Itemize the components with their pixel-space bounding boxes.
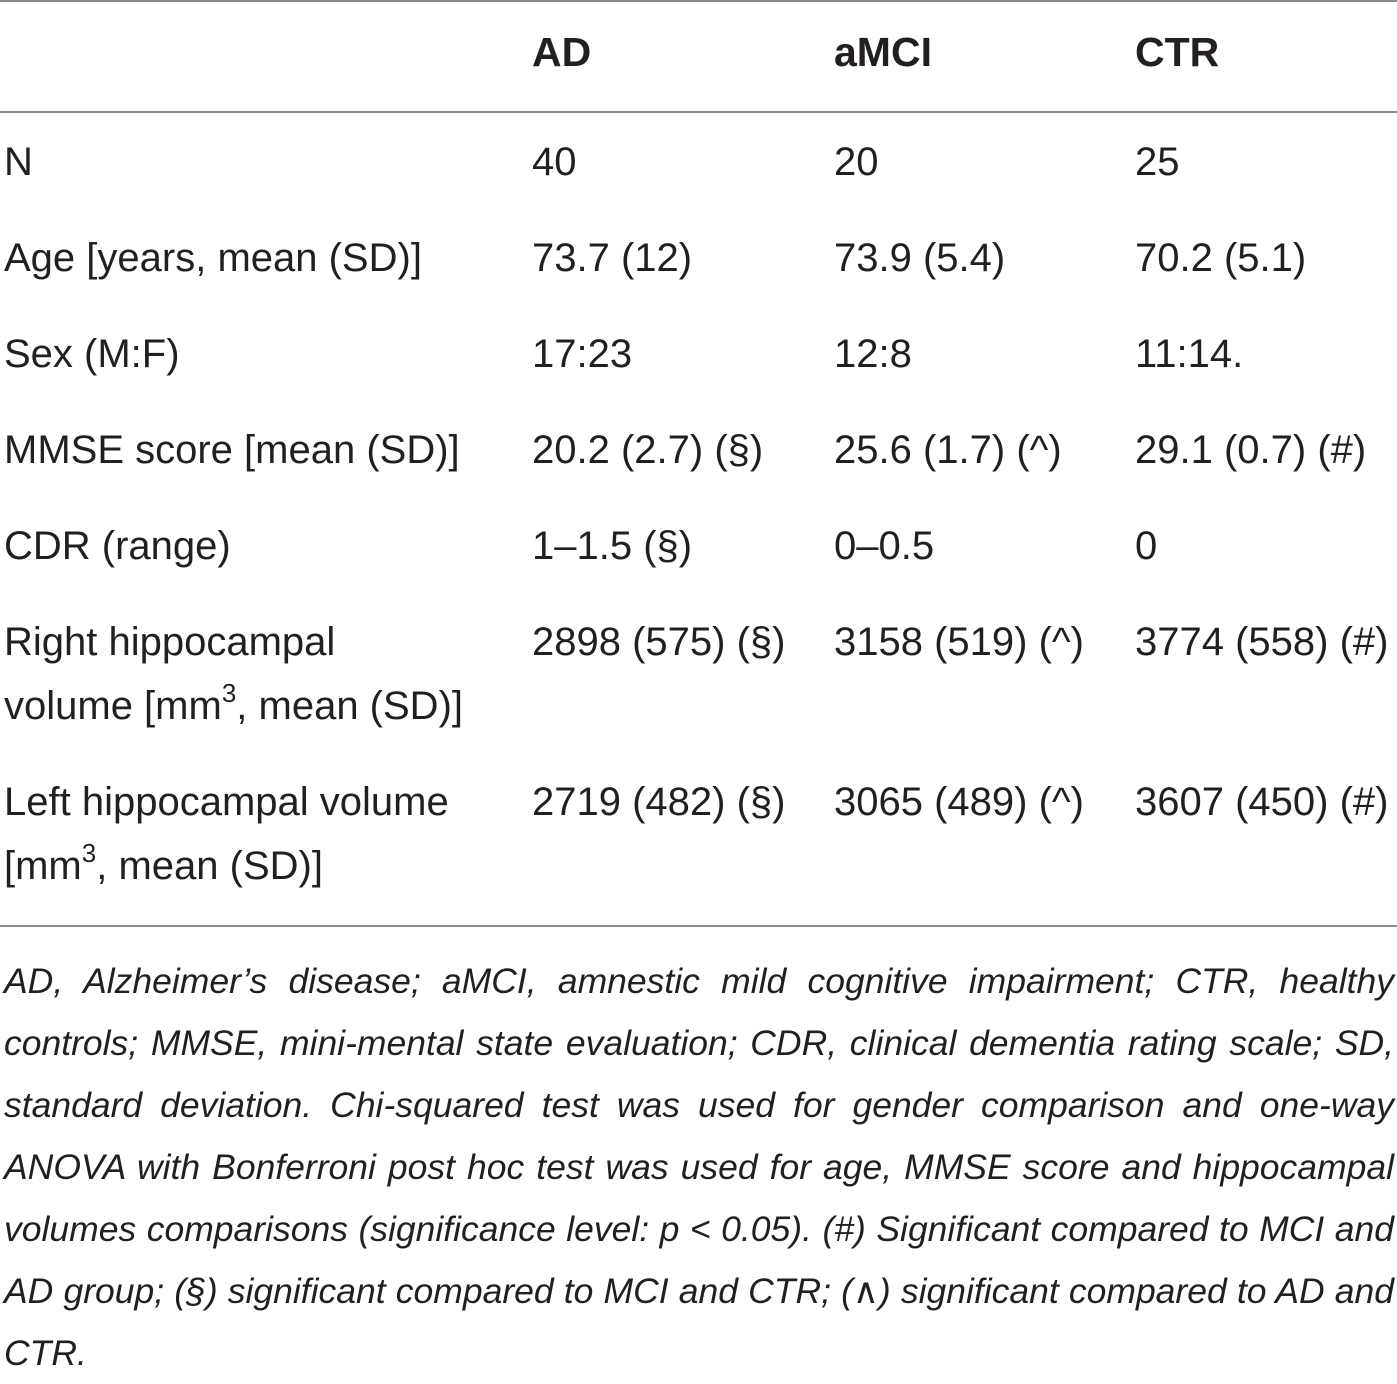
label-text: volume [mm: [4, 684, 222, 728]
cell-mmse-ad: 20.2 (2.7) (§): [532, 428, 764, 472]
cell-n-ctr: 25: [1135, 140, 1180, 184]
cell-right-hippocampal-ctr: 3774 (558) (#): [1135, 620, 1389, 664]
cell-left-hippocampal-ctr: 3607 (450) (#): [1135, 780, 1389, 824]
superscript: 3: [81, 838, 97, 868]
cell-age-ctr: 70.2 (5.1): [1135, 236, 1307, 280]
cell-left-hippocampal-amci: 3065 (489) (^): [834, 780, 1084, 824]
table-footnote: AD, Alzheimer’s disease; aMCI, amnestic mild cognitive impairment; CTR, healthy controls; MMSE, mini-mental state evaluation; CDR, clinical dementia rating scale; SD, standard deviation. Chi-squared test was used for gender comparison and one-way ANOVA with Bonferroni post hoc test was used for age, MMSE score and hippocampal volumes comparisons (significance level: p < 0.05). (#) Significant compared to MCI and AD group; (§) significant compared to MCI and CTR; (∧) significant compared to AD and CTR.: [4, 961, 1394, 1373]
header-rule: [0, 111, 1397, 113]
row-label-left-hippocampal-line2: [4, 834, 323, 898]
label-text: , mean (SD)]: [236, 684, 463, 728]
cell-sex-ad: 17:23: [532, 332, 633, 376]
cell-age-amci: 73.9 (5.4): [834, 236, 1006, 280]
cell-sex-amci: 12:8: [834, 332, 912, 376]
cell-sex-ctr: 11:14.: [1135, 332, 1244, 376]
cell-age-ad: 73.7 (12): [532, 236, 693, 280]
header-ad: AD: [532, 29, 592, 75]
top-rule: [0, 0, 1397, 2]
row-label-mmse: MMSE score [mean (SD)]: [4, 428, 460, 472]
header-ctr: CTR: [1135, 29, 1220, 75]
cell-n-amci: 20: [834, 140, 879, 184]
cell-left-hippocampal-ad: 2719 (482) (§): [532, 780, 786, 824]
row-label-cdr: CDR (range): [4, 524, 231, 568]
superscript: 3: [221, 678, 237, 708]
cell-right-hippocampal-ad: 2898 (575) (§): [532, 620, 786, 664]
row-label-left-hippocampal-line1: Left hippocampal volume: [4, 780, 449, 824]
row-label-right-hippocampal-line2: [4, 674, 463, 738]
label-text: , mean (SD)]: [96, 844, 323, 888]
cell-cdr-ctr: 0: [1135, 524, 1158, 568]
cell-cdr-amci: 0–0.5: [834, 524, 935, 568]
cell-n-ad: 40: [532, 140, 577, 184]
cell-cdr-ad: 1–1.5 (§): [532, 524, 693, 568]
row-label-right-hippocampal-line1: Right hippocampal: [4, 620, 336, 664]
cell-right-hippocampal-amci: 3158 (519) (^): [834, 620, 1084, 664]
row-label-age: Age [years, mean (SD)]: [4, 236, 422, 280]
cell-mmse-ctr: 29.1 (0.7) (#): [1135, 428, 1367, 472]
row-label-n: N: [4, 140, 33, 184]
cell-mmse-amci: 25.6 (1.7) (^): [834, 428, 1062, 472]
label-text: [mm: [4, 844, 82, 888]
header-amci: aMCI: [834, 29, 932, 75]
bottom-rule: [0, 925, 1397, 927]
row-label-sex: Sex (M:F): [4, 332, 180, 376]
